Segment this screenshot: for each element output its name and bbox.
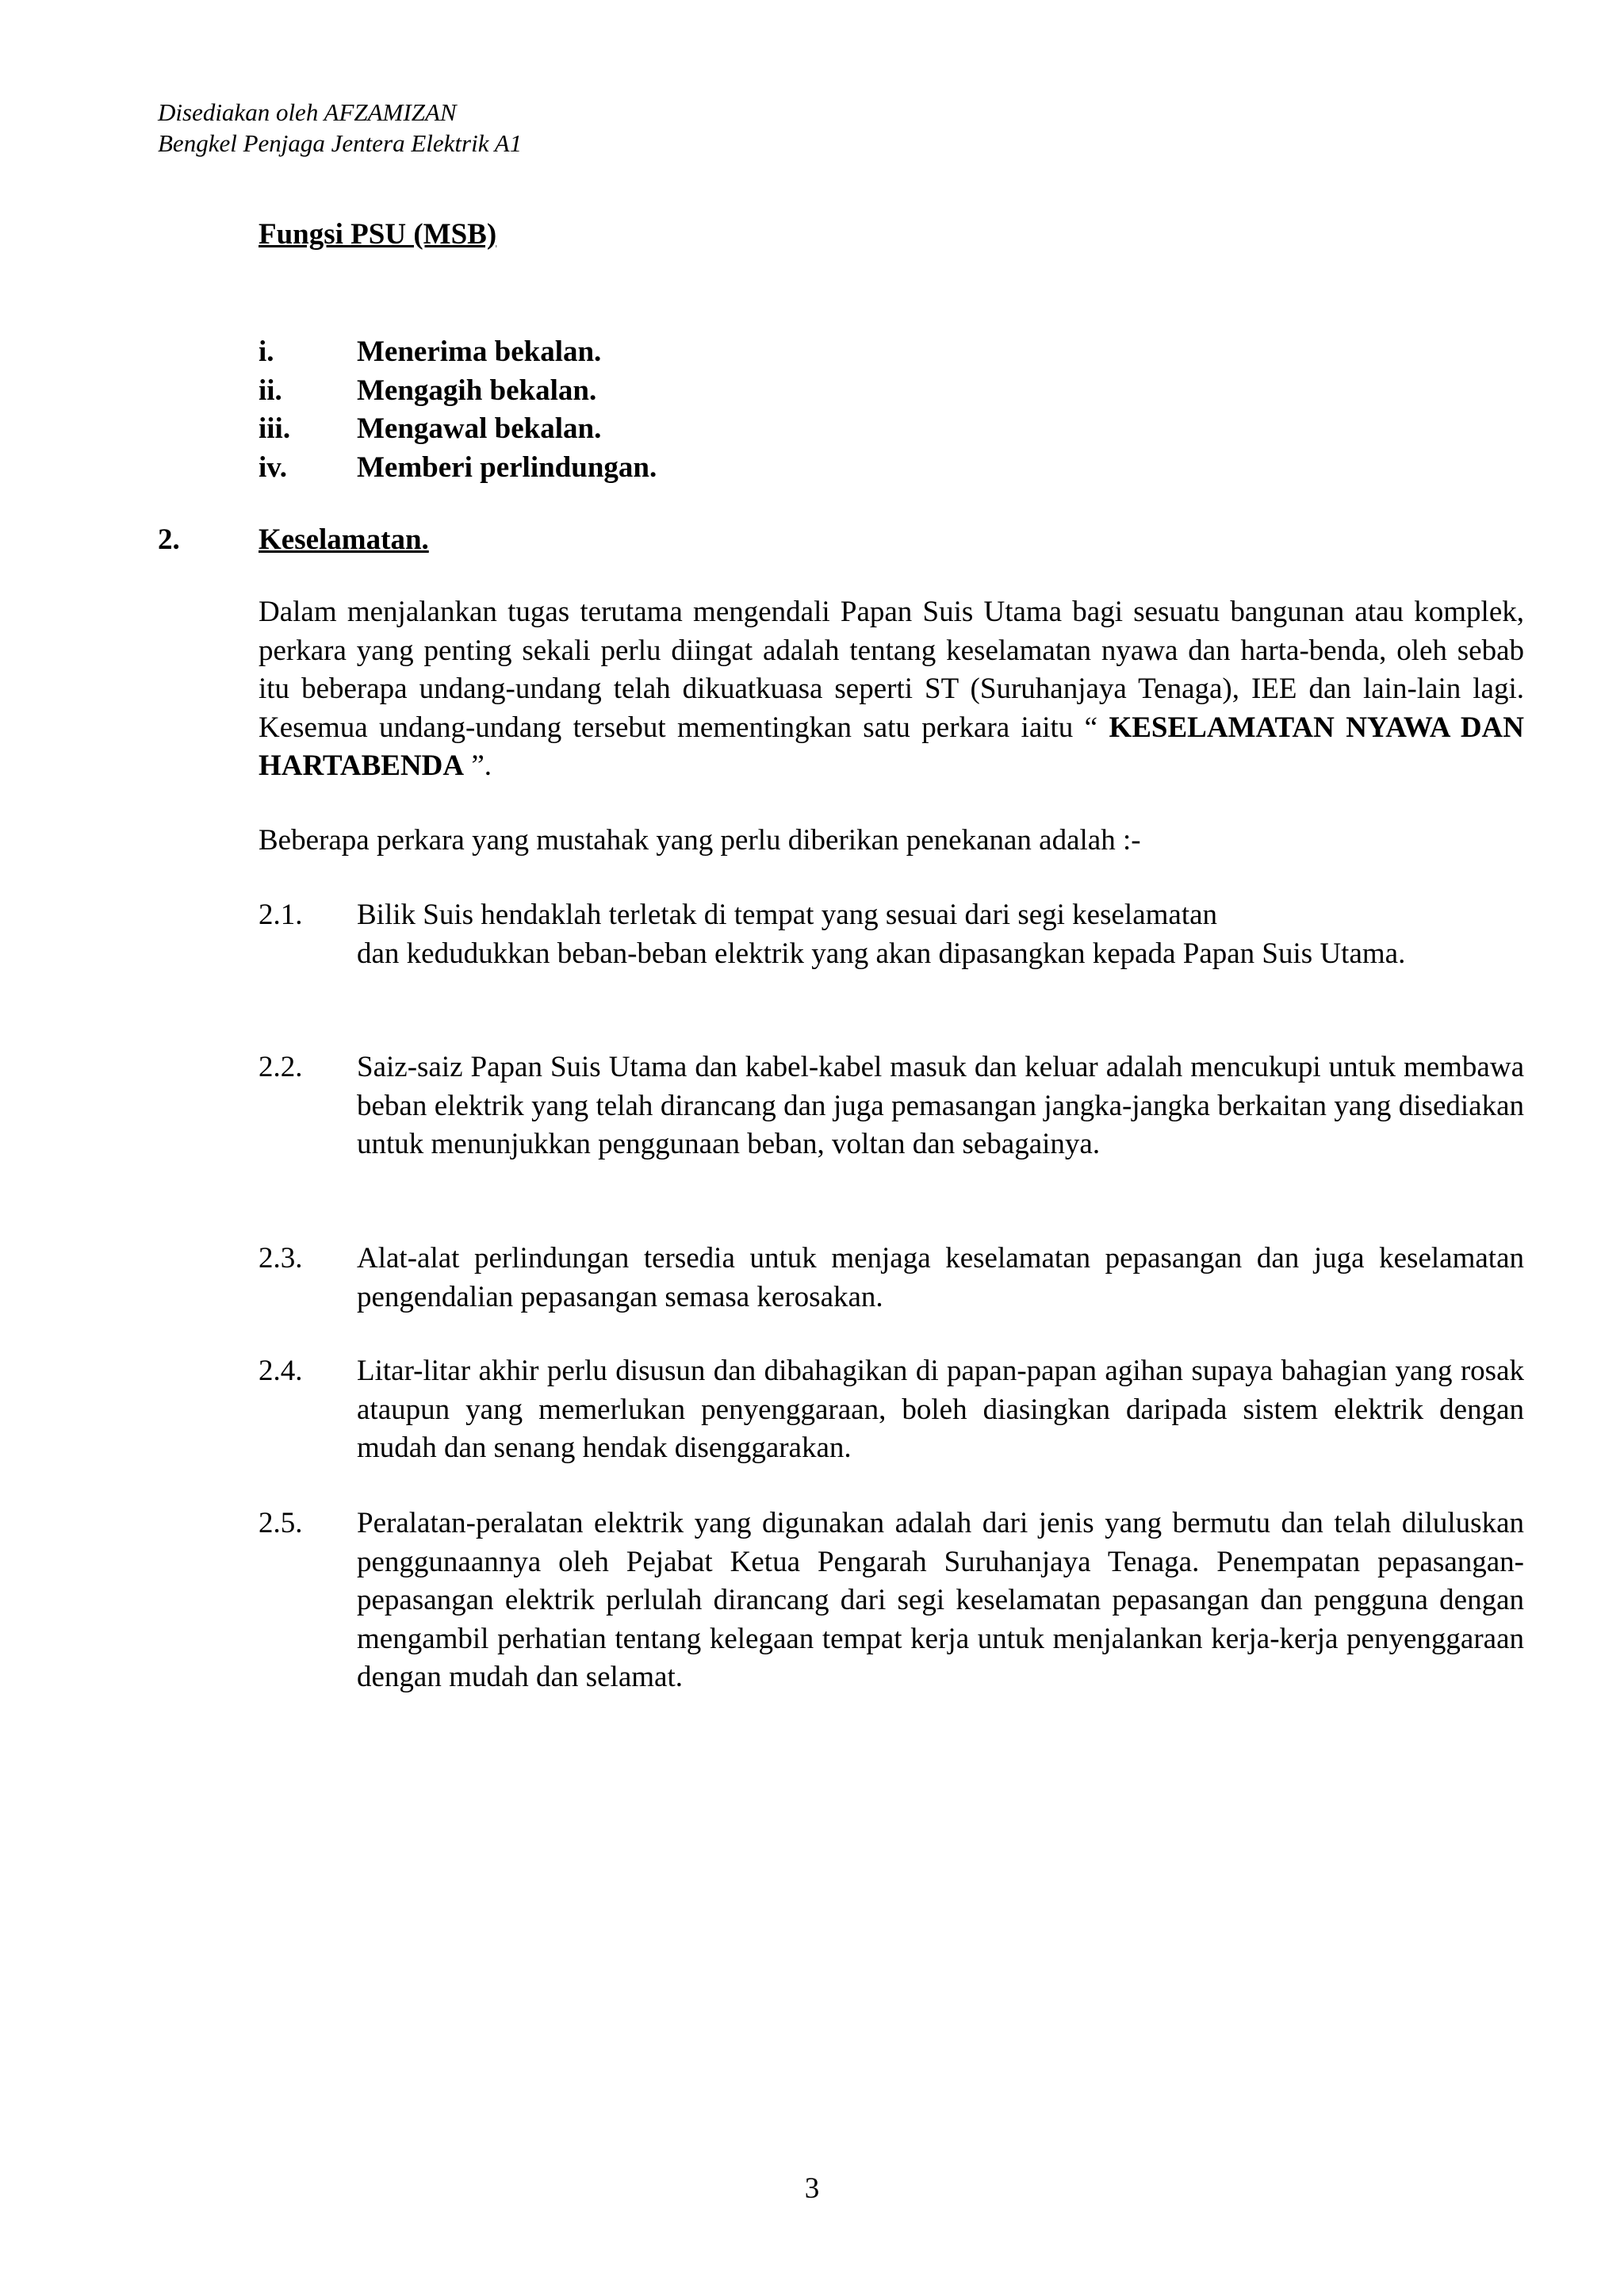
list-item-number: iv.: [259, 451, 287, 485]
point-text: Saiz-saiz Papan Suis Utama dan kabel-kabel masuk dan keluar adalah mencukupi untuk membawa beban elektrik yang telah dirancang dan juga pemasangan jangka-jangka berkaitan yang disediakan untuk menunjukkan penggunaan beban, voltan dan sebagainya.: [357, 1051, 1524, 1160]
list-item-text: Memberi perlindungan.: [357, 451, 657, 485]
list-item-number: i.: [259, 335, 274, 368]
intro-paragraph: [259, 593, 1524, 786]
point-number: 2.3.: [259, 1242, 303, 1274]
fungsi-heading: Fungsi PSU (MSB): [259, 218, 497, 251]
header-course: Bengkel Penjaga Jentera Elektrik A1: [158, 129, 523, 157]
list-item-text: Mengagih bekalan.: [357, 374, 597, 407]
emphasis-text: KESELAMATAN NYAWA DAN HARTABENDA: [259, 711, 1524, 782]
point-text: Alat-alat perlindungan tersedia untuk menjaga keselamatan pepasangan dan juga keselamatan pengendalian pepasangan semasa kerosakan.: [357, 1242, 1524, 1313]
point-continuation: dan kedudukkan beban-beban elektrik yang akan dipasangkan kepada Papan Suis Utama.: [357, 937, 1406, 970]
point-first-line: Bilik Suis hendaklah terletak di tempat yang sesuai dari segi keselamatan: [357, 899, 1218, 931]
page-number: 3: [804, 2172, 820, 2205]
page-header: [158, 97, 522, 159]
section-number: 2.: [158, 523, 180, 556]
list-item-number: iii.: [259, 412, 291, 446]
header-author: Disediakan oleh AFZAMIZAN: [158, 98, 457, 126]
point-text: Peralatan-peralatan elektrik yang digunakan adalah dari jenis yang bermutu dan telah diluluskan penggunaannya oleh Pejabat Ketua Pengarah Suruhanjaya Tenaga. Penempatan pepasangan-pepasangan elektrik perlulah dirancang dari segi keselamatan pepasangan dan pengguna dengan mengambil perhatian tentang kelegaan tempat kerja untuk menjalankan kerja-kerja penyenggaraan dengan mudah dan selamat.: [357, 1507, 1524, 1693]
intro-text: Dalam menjalankan tugas terutama mengendali Papan Suis Utama bagi sesuatu bangunan atau komplek, perkara yang penting sekali perlu diingat adalah tentang keselamatan nyawa dan harta-benda, oleh sebab itu beberapa undang-undang telah dikuatkuasa seperti ST (Suruhanjaya Tenaga), IEE dan lain-lain lagi. Kesemua undang-undang tersebut mementingkan satu perkara iaitu “: [259, 596, 1524, 744]
point-text: Litar-litar akhir perlu disusun dan dibahagikan di papan-papan agihan supaya bahagian yang rosak ataupun yang memerlukan penyenggaraan, boleh diasingkan daripada sistem elektrik dengan mudah dan senang hendak disenggarakan.: [357, 1355, 1524, 1464]
point-number: 2.2.: [259, 1051, 303, 1083]
point-text: [357, 896, 1524, 973]
intro-text-end: ”.: [464, 749, 492, 782]
section-title: Keselamatan.: [259, 523, 429, 556]
point-number: 2.1.: [259, 899, 303, 931]
list-item-text: Mengawal bekalan.: [357, 412, 602, 446]
point-number: 2.4.: [259, 1355, 303, 1387]
list-item-text: Menerima bekalan.: [357, 335, 602, 368]
lead-paragraph: Beberapa perkara yang mustahak yang perlu diberikan penekanan adalah :-: [259, 824, 1141, 857]
point-number: 2.5.: [259, 1507, 303, 1539]
list-item-number: ii.: [259, 374, 282, 407]
